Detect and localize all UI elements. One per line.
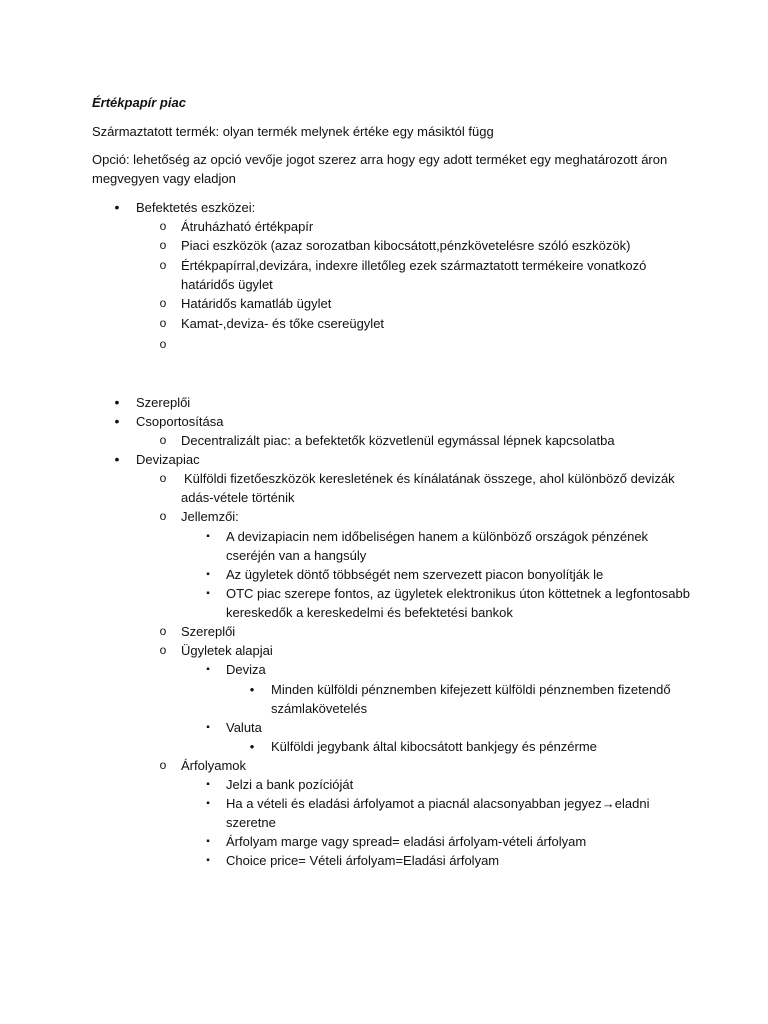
bullet-square: ▪ [206, 531, 210, 542]
bullet-square: ▪ [206, 722, 210, 733]
list-item: Valuta [226, 720, 262, 735]
bullet-circle: o [159, 624, 167, 638]
paragraph-option-line2: megvegyen vagy eladjon [92, 171, 236, 186]
list-item: Piaci eszközök (azaz sorozatban kibocsátott,pénzkövetelésre szóló eszközök) [181, 238, 631, 253]
bullet-circle: o [159, 219, 167, 233]
section-fx-market: Devizapiac [136, 452, 200, 467]
bullet-square: ▪ [206, 779, 210, 790]
bullet-square: ▪ [206, 798, 210, 809]
document-title: Értékpapír piac [92, 95, 186, 110]
list-item: Külföldi jegybank által kibocsátott bankjegy és pénzérme [271, 739, 597, 754]
bullet-dot: • [249, 682, 255, 697]
bullet-square: ▪ [206, 569, 210, 580]
list-item: Külföldi fizetőeszközök keresletének és kínálatának összege, ahol különböző devizák [184, 471, 675, 486]
bullet-square: ▪ [206, 664, 210, 675]
bullet-dot: • [114, 413, 120, 429]
list-item: Minden külföldi pénznemben kifejezett külföldi pénznemben fizetendő [271, 682, 671, 697]
bullet-circle: o [159, 471, 167, 485]
list-item-continuation: számlakövetelés [271, 701, 368, 716]
bullet-circle: o [159, 258, 167, 272]
list-item: OTC piac szerepe fontos, az ügyletek elektronikus úton köttetnek a legfontosabb [226, 586, 690, 601]
list-item-continuation: adás-vétele történik [181, 490, 295, 505]
bullet-dot: • [114, 199, 120, 215]
list-item: Árfolyamok [181, 758, 247, 773]
bullet-circle: o [159, 238, 167, 252]
bullet-dot: • [249, 739, 255, 754]
list-item-continuation: kereskedők a kereskedelmi és befektetési bankok [226, 605, 513, 620]
list-item: Ügyletek alapjai [181, 643, 273, 658]
list-item: Jellemzői: [181, 509, 239, 524]
bullet-square: ▪ [206, 588, 210, 599]
bullet-circle: o [159, 316, 167, 330]
list-item: Choice price= Vételi árfolyam=Eladási árfolyam [226, 853, 500, 868]
list-item: Értékpapírral,devizára, indexre illetőleg ezek származtatott termékeire vonatkozó [181, 258, 647, 273]
list-item: Jelzi a bank pozícióját [226, 777, 354, 792]
list-item: Átruházható értékpapír [181, 219, 314, 234]
list-item: Deviza [226, 662, 266, 677]
list-item: Az ügyletek döntő többségét nem szervezett piacon bonyolítják le [226, 567, 604, 582]
list-item: A devizapiacin nem időbeliségen hanem a különböző országok pénzének [226, 529, 649, 544]
list-item: Határidős kamatláb ügylet [181, 296, 332, 311]
list-item: Kamat-,deviza- és tőke csereügylet [181, 316, 385, 331]
bullet-circle: o [159, 758, 167, 772]
list-item: Szereplői [181, 624, 236, 639]
bullet-circle: o [159, 509, 167, 523]
bullet-square: ▪ [206, 836, 210, 847]
bullet-dot: • [114, 394, 120, 410]
list-item-continuation: szeretne [226, 815, 276, 830]
bullet-circle: o [159, 643, 167, 657]
section-investment-tools: Befektetés eszközei: [136, 200, 256, 215]
paragraph-option-line1: Opció: lehetőség az opció vevője jogot szerez arra hogy egy adott terméket egy meghatározott áron [92, 152, 668, 167]
section-grouping: Csoportosítása [136, 414, 224, 429]
bullet-circle: o [159, 433, 167, 447]
section-participants: Szereplői [136, 395, 191, 410]
bullet-square: ▪ [206, 855, 210, 866]
bullet-circle-empty: o [159, 337, 167, 351]
list-item: Árfolyam marge vagy spread= eladási árfolyam-vételi árfolyam [226, 834, 587, 849]
bullet-circle: o [159, 296, 167, 310]
list-item: Decentralizált piac: a befektetők közvetlenül egymással lépnek kapcsolatba [181, 433, 615, 448]
list-item-continuation: cseréjén van a hangsúly [226, 548, 367, 563]
list-item: Ha a vételi és eladási árfolyamot a piacnál alacsonyabban jegyez→eladni [226, 796, 650, 811]
paragraph-derivative: Származtatott termék: olyan termék melynek értéke egy másiktól függ [92, 124, 494, 139]
bullet-dot: • [114, 451, 120, 467]
list-item-continuation: határidős ügylet [181, 277, 273, 292]
